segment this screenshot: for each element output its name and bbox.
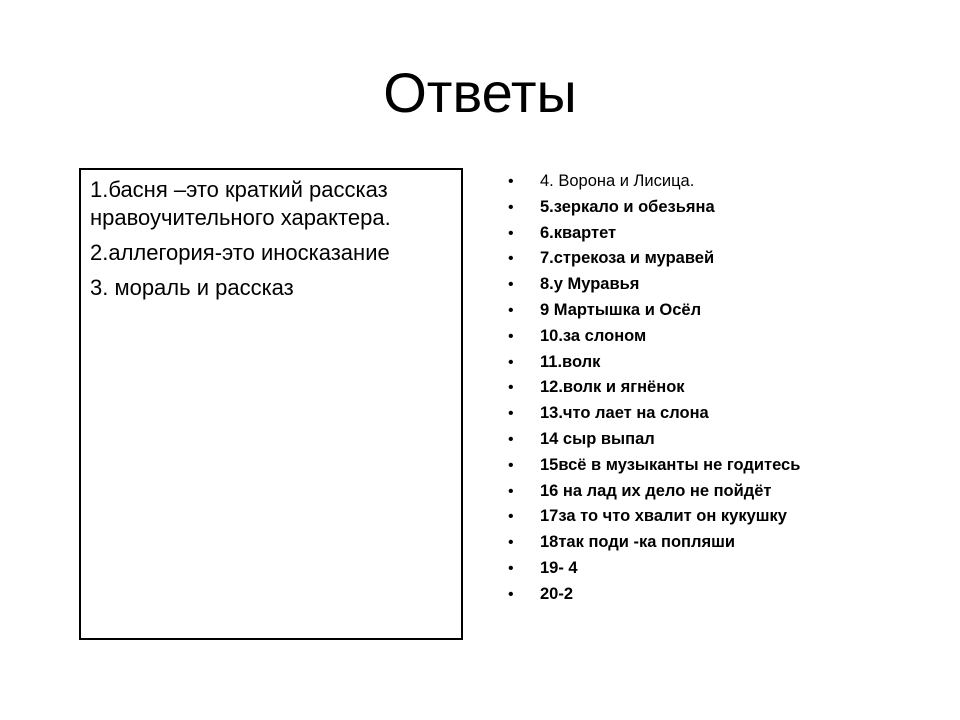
- answer-text: 15всё в музыканты не годитесь: [540, 455, 801, 474]
- bullet-icon: •: [508, 353, 514, 371]
- definition-item: 2.аллегория-это иносказание: [90, 240, 390, 265]
- answer-item: [508, 298, 800, 324]
- answer-item: [508, 272, 800, 298]
- bullet-icon: •: [508, 430, 514, 448]
- answer-item: [508, 582, 800, 608]
- answer-text: 16 на лад их дело не пойдёт: [540, 481, 772, 500]
- answer-text: 11.волк: [540, 352, 601, 371]
- definition-item: 1.басня –это краткий рассказ нравоучительного характера.: [90, 177, 391, 230]
- answers-list: [508, 169, 800, 608]
- answer-text: 20-2: [540, 584, 574, 603]
- bullet-icon: •: [508, 405, 514, 423]
- answer-item: [508, 453, 800, 479]
- slide-title: Ответы: [383, 61, 577, 124]
- bullet-icon: •: [508, 456, 514, 474]
- bullet-icon: •: [508, 301, 514, 319]
- answer-text: 4. Ворона и Лисица.: [540, 172, 695, 190]
- bullet-icon: •: [508, 173, 514, 190]
- bullet-icon: •: [508, 534, 514, 552]
- answer-item: [508, 221, 800, 247]
- answer-text: 18так поди -ка попляши: [540, 533, 736, 552]
- answer-item: [508, 401, 800, 427]
- definitions-box: [79, 168, 463, 640]
- bullet-icon: •: [508, 224, 514, 242]
- answer-item: [508, 324, 800, 350]
- definition-item: 3. мораль и рассказ: [90, 275, 294, 300]
- answer-text: 14 сыр выпал: [540, 429, 655, 448]
- answer-item: [508, 479, 800, 505]
- answer-item: [508, 195, 800, 221]
- answer-text: 7.стрекоза и муравей: [540, 249, 715, 268]
- answer-text: 17за то что хвалит он кукушку: [540, 507, 787, 526]
- answer-text: 5.зеркало и обезьяна: [540, 197, 715, 216]
- answer-item: [508, 169, 800, 195]
- answer-item: [508, 246, 800, 272]
- answer-item: [508, 556, 800, 582]
- answer-text: 8.у Муравья: [540, 275, 640, 294]
- answer-item: [508, 504, 800, 530]
- bullet-icon: •: [508, 559, 514, 577]
- answer-text: 12.волк и ягнёнок: [540, 378, 685, 397]
- bullet-icon: •: [508, 250, 514, 268]
- answer-text: 6.квартет: [540, 223, 617, 242]
- bullet-icon: •: [508, 198, 514, 216]
- bullet-icon: •: [508, 379, 514, 397]
- answer-item: [508, 350, 800, 376]
- answer-item: [508, 427, 800, 453]
- answer-item: [508, 530, 800, 556]
- bullet-icon: •: [508, 482, 514, 500]
- answer-text: 13.что лает на слона: [540, 404, 709, 423]
- bullet-icon: •: [508, 327, 514, 345]
- answer-text: 19- 4: [540, 558, 578, 577]
- answer-item: [508, 375, 800, 401]
- answer-text: 9 Мартышка и Осёл: [540, 300, 702, 319]
- bullet-icon: •: [508, 508, 514, 526]
- bullet-icon: •: [508, 276, 514, 294]
- bullet-icon: •: [508, 585, 514, 603]
- answer-text: 10.за слоном: [540, 326, 647, 345]
